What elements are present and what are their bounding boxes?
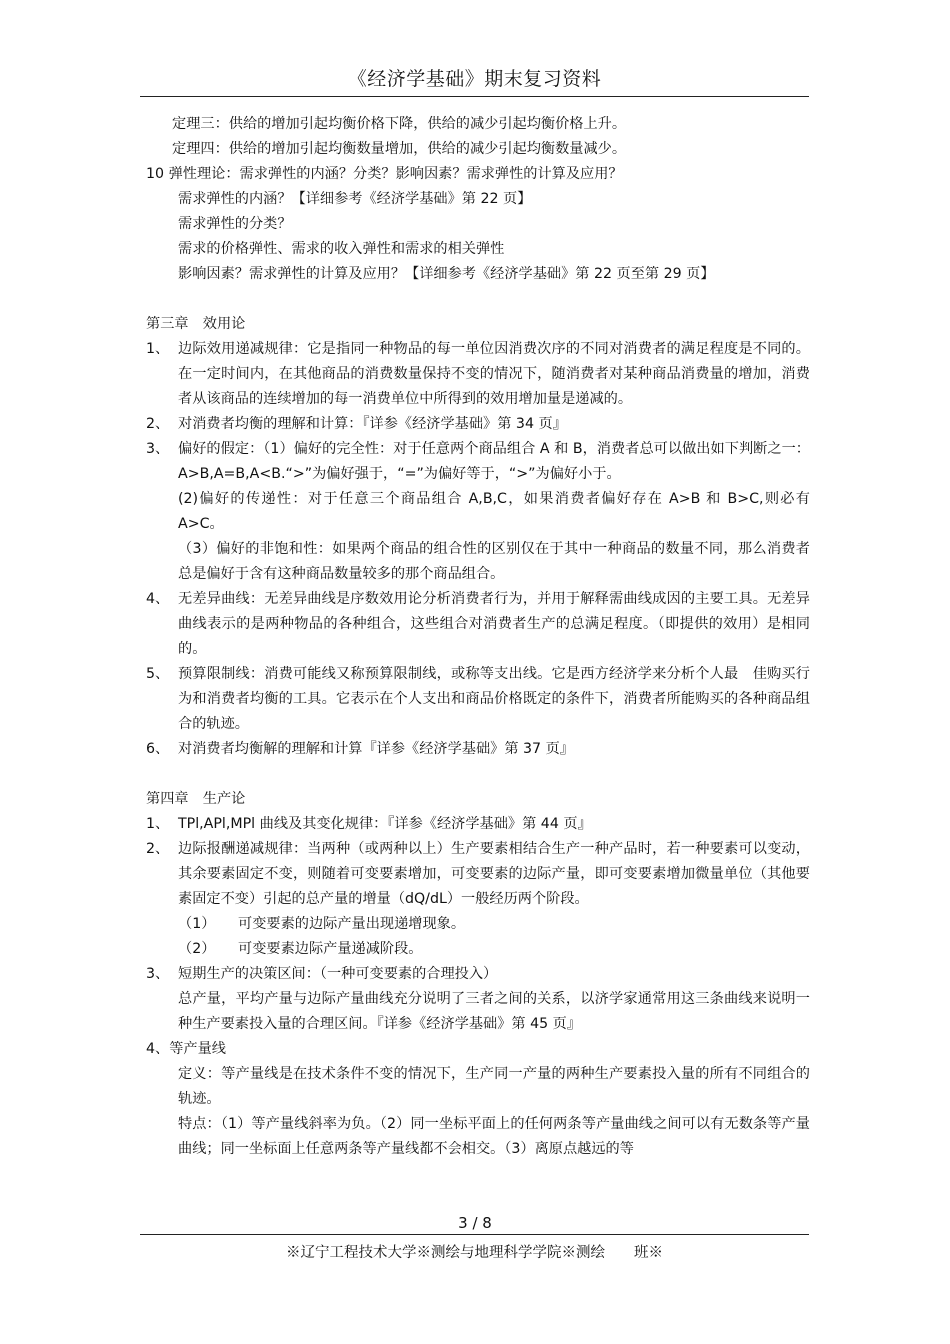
list-text: （3）偏好的非饱和性：如果两个商品的组合性的区别仅在于其中一种商品的数量不同，那么消费者总是偏好于含有这种商品数量较多的那个商品组合。: [178, 541, 810, 582]
paragraph: 需求弹性的内涵？【详细参考《经济学基础》第 22 页】: [178, 191, 532, 207]
list-item: [146, 962, 810, 987]
list-text: TPl,APl,MPl 曲线及其变化规律：『详参《经济学基础》第 44 页』: [178, 816, 592, 832]
list-text: 边际报酬递减规律：当两种（或两种以上）生产要素相结合生产一种产品时，若一种要素可以变动，其余要素固定不变，则随着可变要素增加，可变要素的边际产量，即可变要素增加微量单位（其他要素固定不变）引起的总产量的增量（dQ/dL）一般经历两个阶段。: [178, 841, 810, 907]
list-text: 定义：等产量线是在技术条件不变的情况下，生产同一产量的两种生产要素投入量的所有不同组合的轨迹。: [178, 1066, 810, 1107]
list-item: [146, 1112, 810, 1162]
sub-item-number: （2）: [178, 941, 216, 957]
list-item: [146, 412, 810, 437]
paragraph: 需求的价格弹性、需求的收入弹性和需求的相关弹性: [178, 241, 505, 257]
sub-item-number: （1）: [178, 916, 216, 932]
list-text: (2)偏好的传递性：对于任意三个商品组合 A,B,C，如果消费者偏好存在 A>B 和 B>C,则必有 A>C。: [178, 491, 810, 532]
list-item: [146, 737, 810, 762]
list-text: 对消费者均衡解的理解和计算『详参《经济学基础》第 37 页』: [178, 741, 574, 757]
list-item: [146, 662, 810, 737]
list-item: [146, 337, 810, 412]
list-text: 无差异曲线：无差异曲线是序数效用论分析消费者行为，并用于解释需曲线成因的主要工具。无差异曲线表示的是两种物品的各种组合，这些组合对消费者生产的总满足程度。（即提供的效用）是相同的。: [178, 591, 810, 657]
list-number: 2、: [146, 841, 170, 857]
list-text: 边际效用递减规律：它是指同一种物品的每一单位因消费次序的不同对消费者的满足程度是不同的。在一定时间内，在其他商品的消费数量保持不变的情况下，随消费者对某种商品消费量的增加，消费者从该商品的连续增加的每一消费单位中所得到的效用增加量是递减的。: [178, 341, 810, 407]
section-heading: 10 弹性理论：需求弹性的内涵？分类？影响因素？需求弹性的计算及应用？: [146, 166, 623, 182]
list-item: [146, 987, 810, 1037]
list-number: 5、: [146, 666, 170, 682]
page-footer: ※辽宁工程技术大学※测绘与地理科学学院※测绘 班※: [140, 1234, 809, 1262]
paragraph: 定理四：供给的增加引起均衡数量增加，供给的减少引起均衡数量减少。: [172, 141, 627, 157]
list-number: 2、: [146, 416, 170, 432]
list-item: [146, 437, 810, 487]
list-item: [146, 837, 810, 912]
sub-item: [146, 912, 810, 937]
list-item: [146, 1062, 810, 1112]
list-number: 6、: [146, 741, 170, 757]
list-text: 对消费者均衡的理解和计算：『详参《经济学基础》第 34 页』: [178, 416, 567, 432]
paragraph: 影响因素？需求弹性的计算及应用？【详细参考《经济学基础》第 22 页至第 29 页】: [178, 266, 715, 282]
list-text: 总产量，平均产量与边际产量曲线充分说明了三者之间的关系，以济学家通常用这三条曲线来说明一种生产要素投入量的合理区间。『详参《经济学基础》第 45 页』: [178, 991, 810, 1032]
list-item: [146, 812, 810, 837]
page-number: 3 / 8: [458, 1214, 492, 1232]
sub-item-text: 可变要素边际产量递减阶段。: [238, 941, 423, 957]
section-heading: 4、等产量线: [146, 1041, 226, 1057]
sub-item: [146, 937, 810, 962]
paragraph: 需求弹性的分类？: [178, 216, 292, 232]
document-title: 《经济学基础》期末复习资料: [347, 68, 602, 90]
list-text: 预算限制线：消费可能线又称预算限制线，或称等支出线。它是西方经济学来分析个人最 佳购买行为和消费者均衡的工具。它表示在个人支出和商品价格既定的条件下，消费者所能购买的各种商品组合的轨迹。: [178, 666, 810, 732]
sub-item-text: 可变要素的边际产量出现递增现象。: [238, 916, 466, 932]
list-text: 特点：（1）等产量线斜率为负。（2）同一坐标平面上的任何两条等产量曲线之间可以有无数条等产量曲线；同一坐标面上任意两条等产量线都不会相交。（3）离原点越远的等: [178, 1116, 810, 1157]
list-item: [146, 487, 810, 537]
list-number: 1、: [146, 341, 170, 357]
list-text: 偏好的假定：（1）偏好的完全性：对于任意两个商品组合 A 和 B，消费者总可以做出如下判断之一：A>B,A=B,A<B.“>”为偏好强于，“=”为偏好等于，“>”为偏好小于。: [178, 441, 810, 482]
paragraph: 定理三：供给的增加引起均衡价格下降，供给的减少引起均衡价格上升。: [172, 116, 627, 132]
chapter-title: 第四章 生产论: [146, 791, 246, 807]
list-number: 4、: [146, 591, 170, 607]
list-text: 短期生产的决策区间：（一种可变要素的合理投入）: [178, 966, 498, 982]
list-item: [146, 587, 810, 662]
document-body: [146, 112, 810, 1162]
chapter-title: 第三章 效用论: [146, 316, 246, 332]
list-number: 3、: [146, 966, 170, 982]
list-number: 1、: [146, 816, 170, 832]
list-item: [146, 537, 810, 587]
list-number: 3、: [146, 441, 170, 457]
page-header: [140, 62, 809, 97]
